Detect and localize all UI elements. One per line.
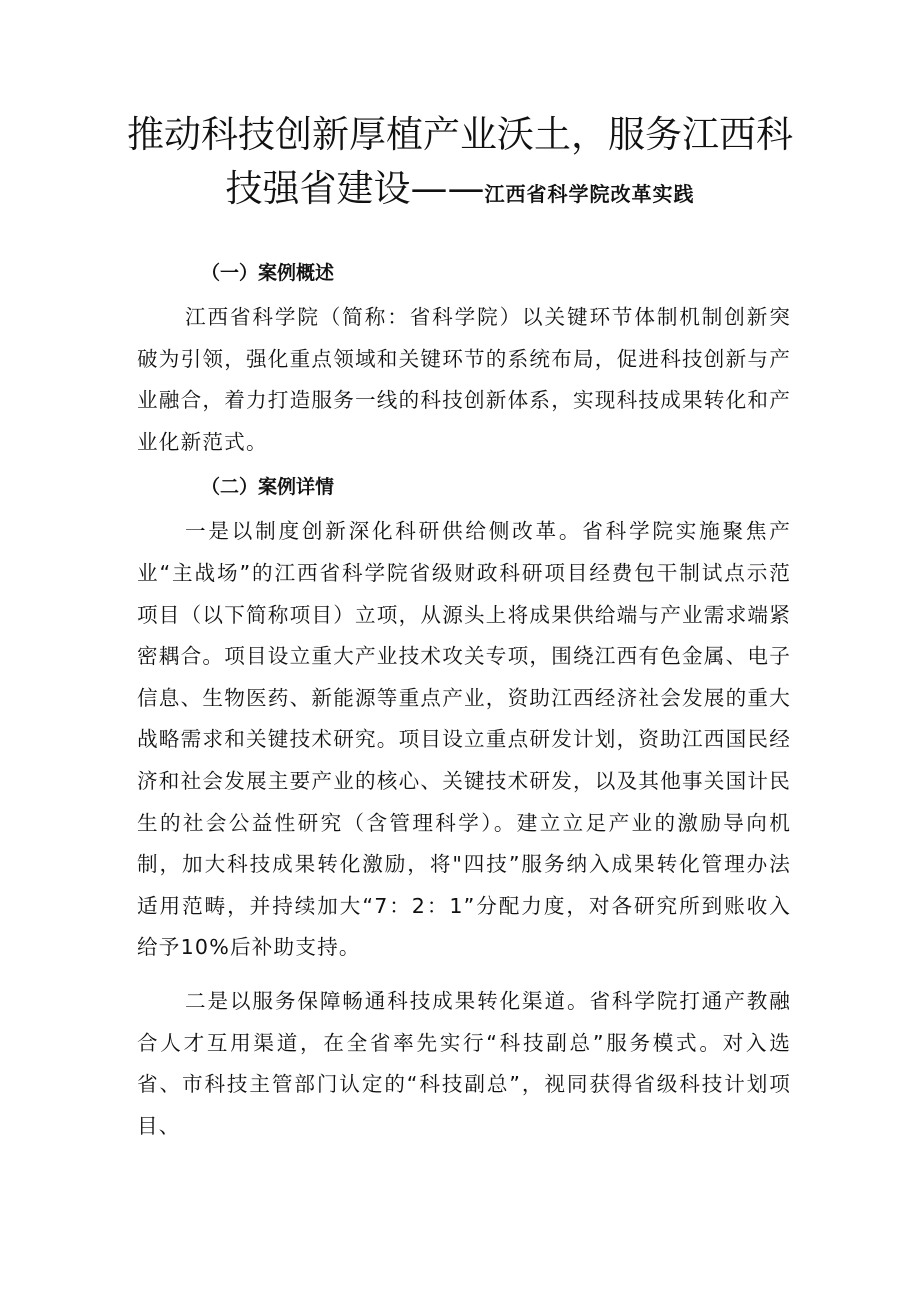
paragraph-details-1: 一是以制度创新深化科研供给侧改革。省科学院实施聚焦产业“主战场”的江西省科学院省级财政科研项目经费包干制试点示范项目（以下简称项目）立项，从源头上将成果供给端与产业需求端紧密耦合。项目设立重大产业技术攻关专项，围绕江西有色金属、电子信息、生物医药、新能源等重点产业，资助江西经济社会发展的重大战略需求和关键技术研究。项目设立重点研发计划，资助江西国民经济和社会发展主要产业的核心、关键技术研发，以及其他事关国计民生的社会公益性研究（含管理科学）。建立立足产业的激励导向机制，加大科技成果转化激励，将"四技”服务纳入成果转化管理办法适用范畴，并持续加大“7：2：1”分配力度，对各研究所到账收入给予10%后补助支持。	[137, 519, 791, 960]
section-heading-overview: （一）案例概述	[201, 262, 335, 284]
paragraph-details-2: 二是以服务保障畅通科技成果转化渠道。省科学院打通产教融合人才互用渠道，在全省率先实行“科技副总”服务模式。对入选省、市科技主管部门认定的“科技副总”，视同获得省级科技计划项目、	[137, 988, 791, 1138]
section-heading-details: （二）案例详情	[201, 476, 335, 499]
title-line-2-main: 技强省建设——	[225, 167, 485, 210]
paragraph-overview: 江西省科学院（简称：省科学院）以关键环节体制机制创新突破为引领，强化重点领域和关键环节的系统布局，促进科技创新与产业融合，着力打造服务一线的科技创新体系，实现科技成果转化和产业化新范式。	[137, 305, 791, 454]
title-line-2	[100, 162, 820, 221]
title-subtitle: 江西省科学院改革实践	[484, 182, 695, 206]
document-title	[100, 108, 820, 221]
document-body	[137, 253, 791, 1147]
title-line-1: 推动科技创新厚植产业沃土，服务江西科	[127, 113, 793, 156]
